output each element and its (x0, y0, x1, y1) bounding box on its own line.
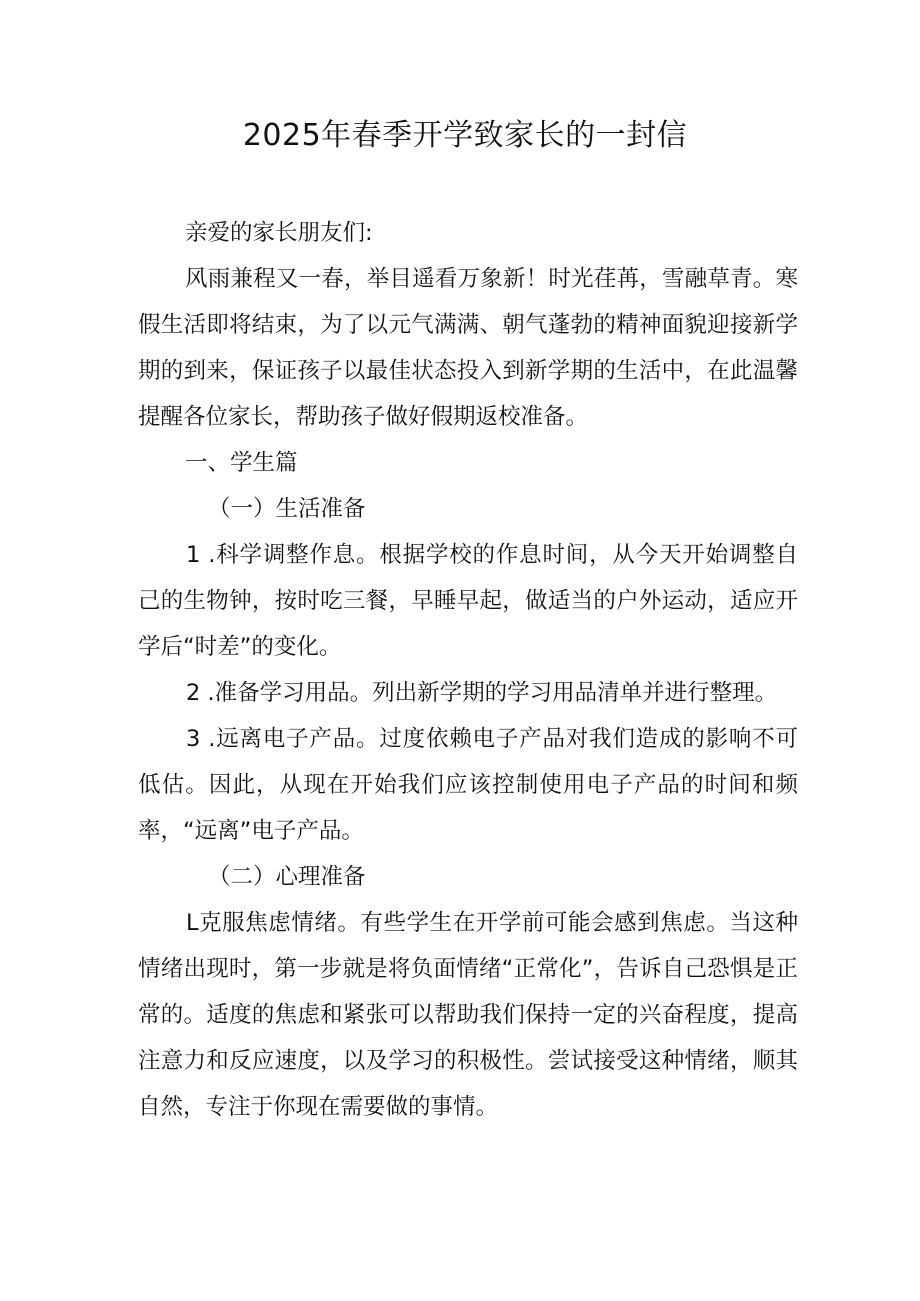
list-item-supplies: 2 .准备学习用品。列出新学期的学习用品清单并进行整理。 (186, 680, 778, 706)
page-title: 2025年春季开学致家长的一封信 (242, 118, 688, 153)
intro-paragraph: 风雨兼程又一春，举目遥看万象新！时光荏苒，雪融草青。寒假生活即将结束，为了以元气满满、朝气蓬勃的精神面貌迎接新学期的到来，保证孩子以最佳状态投入到新学期的生活中，在此温馨提醒各位家长，帮助孩子做好假期返校准备。 (138, 266, 798, 430)
section-heading-students: 一、学生篇 (185, 450, 298, 476)
list-item-schedule: 1 .科学调整作息。根据学校的作息时间，从今天开始调整自己的生物钟，按时吃三餐，早睡早起，做适当的户外运动，适应开学后“时差”的变化。 (138, 542, 798, 660)
list-item-anxiety: L克服焦虑情绪。有些学生在开学前可能会感到焦虑。当这种情绪出现时，第一步就是将负面情绪“正常化”，告诉自己恐惧是正常的。适度的焦虑和紧张可以帮助我们保持一定的兴奋程度，提高注意力和反应速度，以及学习的积极性。尝试接受这种情绪，顺其自然，专注于你现在需要做的事情。 (138, 910, 798, 1120)
salutation: 亲爱的家长朋友们: (185, 220, 373, 246)
list-item-electronics: 3 .远离电子产品。过度依赖电子产品对我们造成的影响不可低估。因此，从现在开始我们应该控制使用电子产品的时间和频率，“远离”电子产品。 (138, 726, 798, 844)
letter-body (138, 210, 798, 1130)
subsection-heading-life: （一）生活准备 (208, 496, 366, 522)
subsection-heading-mental: （二）心理准备 (208, 864, 366, 890)
